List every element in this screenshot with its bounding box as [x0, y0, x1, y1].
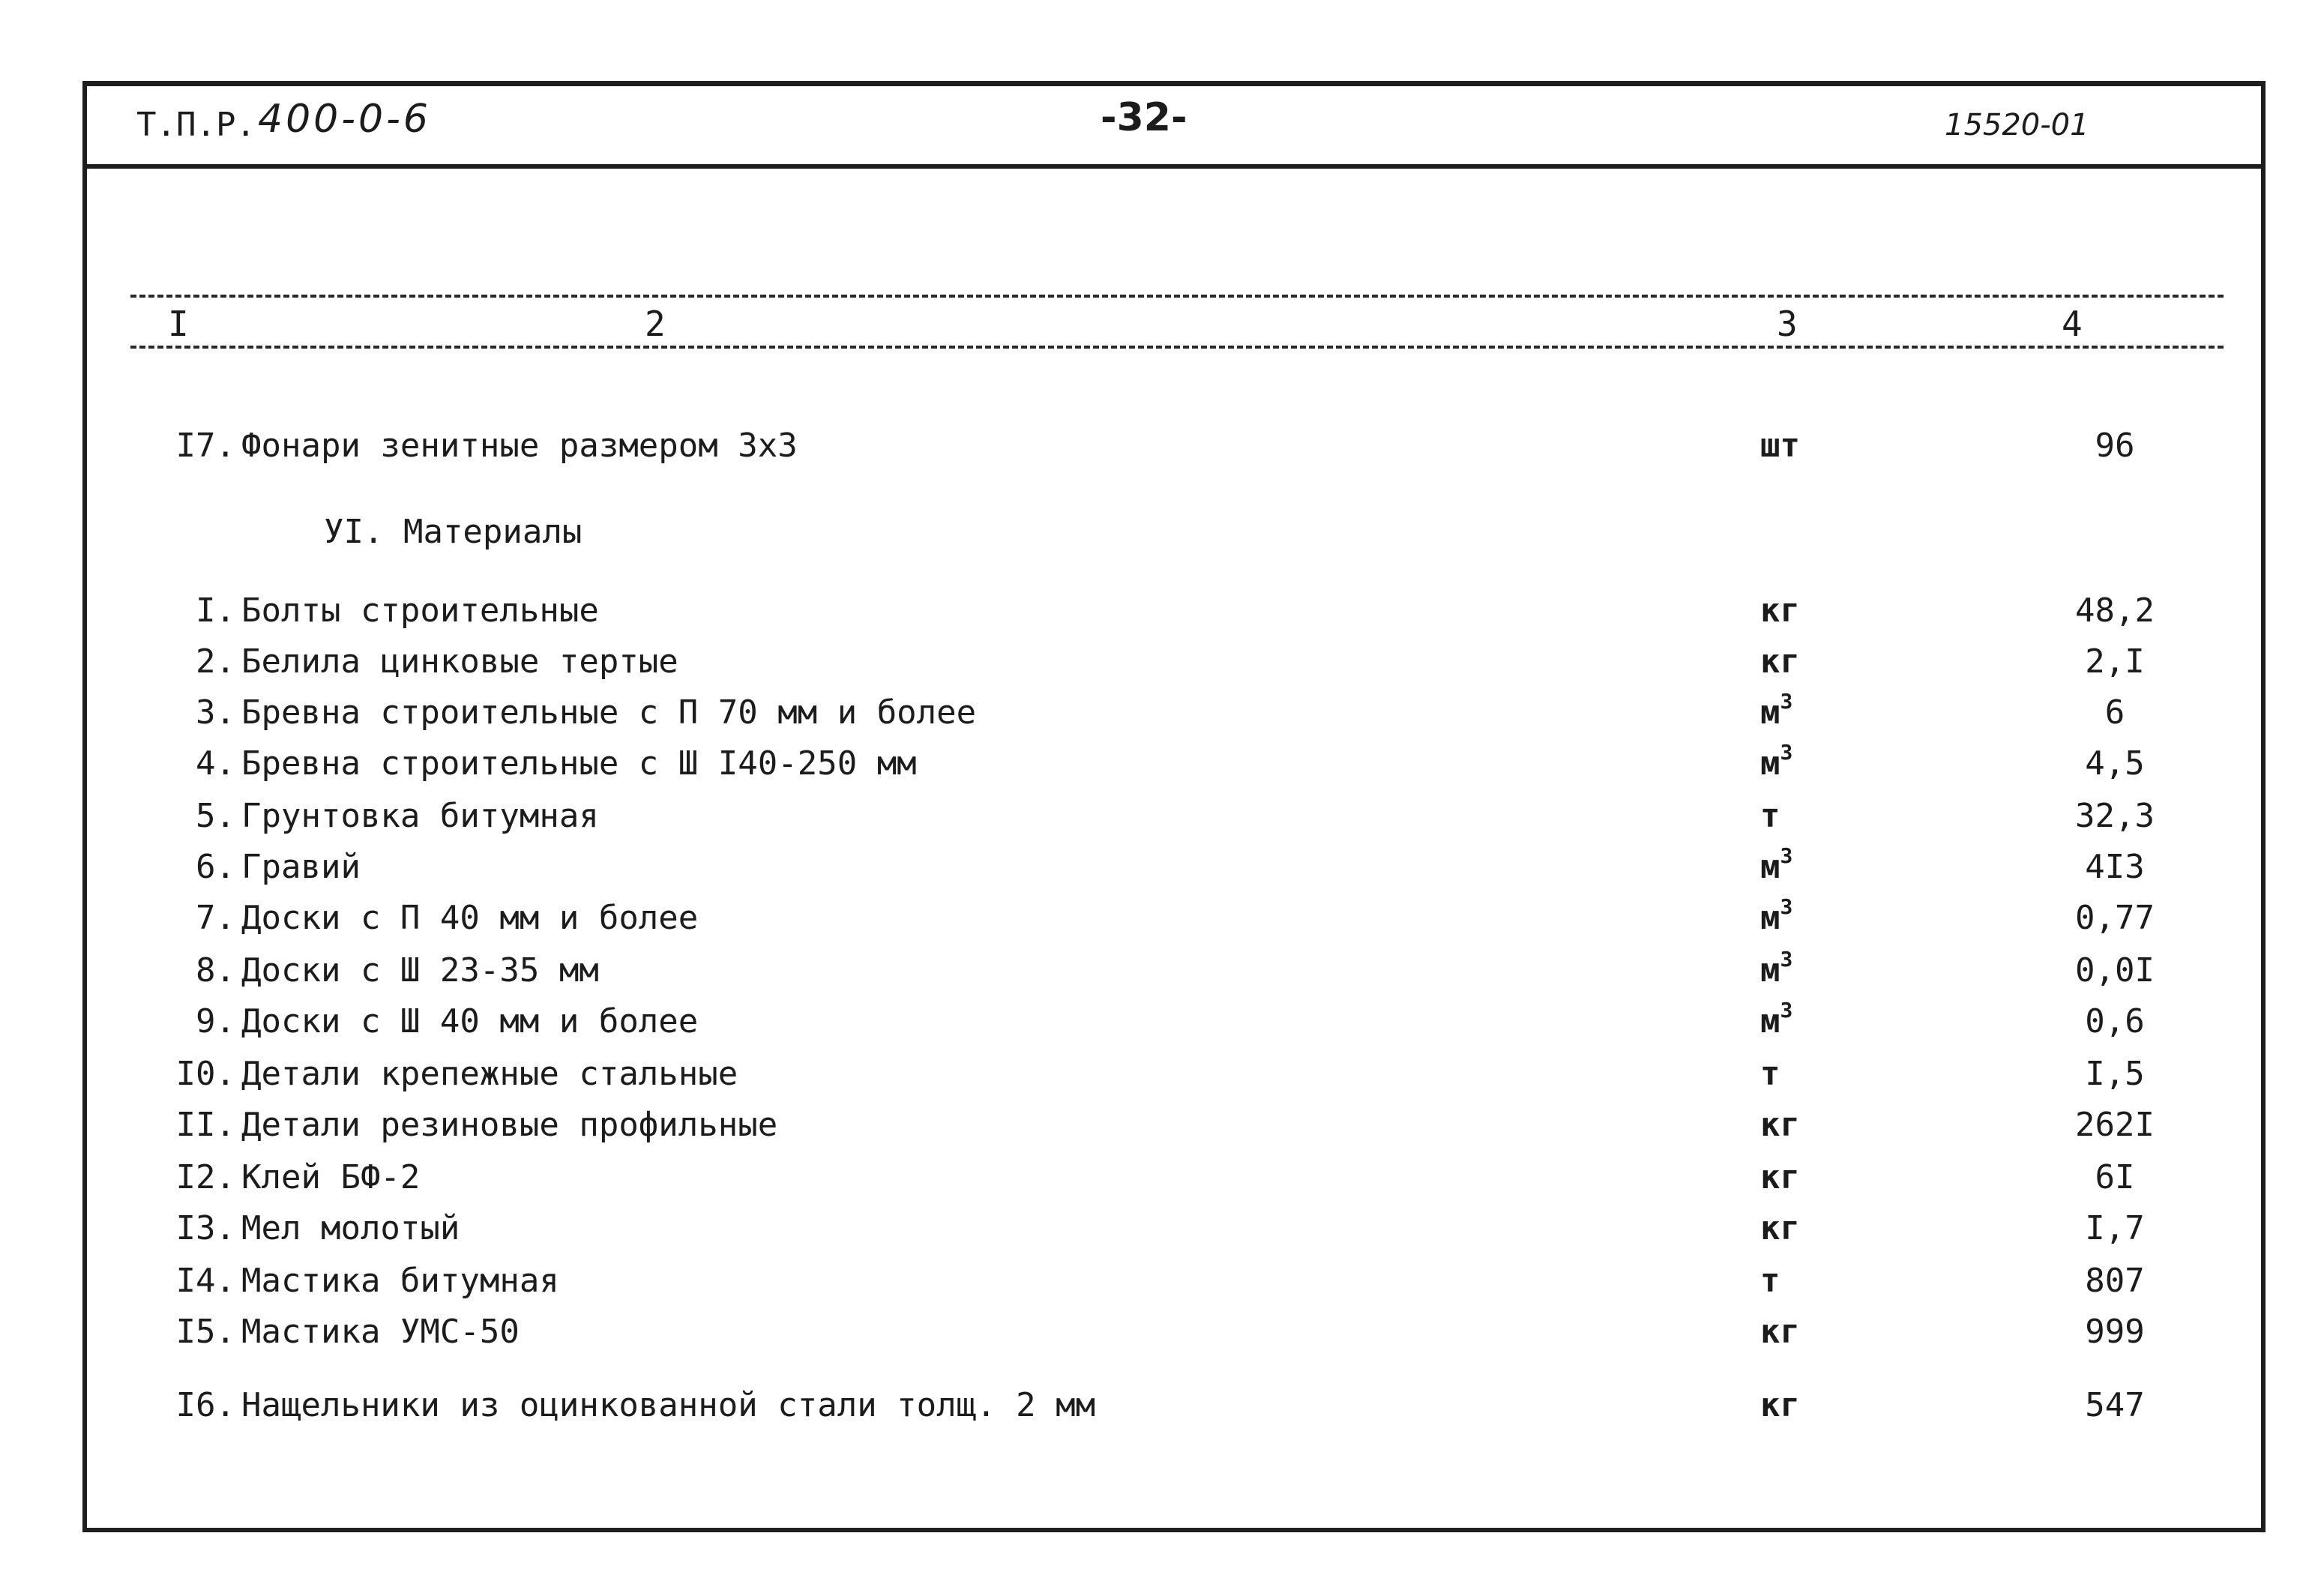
row-quantity: 999: [2085, 1313, 2145, 1351]
row-name: Гравий: [241, 848, 361, 886]
row-unit: $м^3$: [1760, 894, 1793, 937]
table-row: [87, 638, 2261, 686]
table-top-rule: [130, 295, 2224, 298]
row-quantity: 262I: [2075, 1106, 2155, 1144]
table-row: [87, 1101, 2261, 1149]
table-row: [87, 894, 2261, 942]
row-unit: кг: [1760, 1209, 1800, 1247]
row-number: I0.: [175, 1055, 235, 1093]
table-row: [87, 1257, 2261, 1305]
page-frame: [82, 81, 2266, 1532]
row-unit: кг: [1760, 1386, 1800, 1424]
row-number: I6.: [175, 1386, 235, 1424]
row-number: 7.: [196, 899, 235, 937]
unit-exponent: 3: [1780, 998, 1793, 1023]
row-unit: кг: [1760, 591, 1800, 630]
row-name: Мел молотый: [241, 1209, 460, 1247]
row-number: 5.: [196, 797, 235, 835]
table-row: [87, 587, 2261, 635]
row-quantity: 6I: [2095, 1158, 2135, 1196]
row-name: Бревна строительные с Ш I40-250 мм: [241, 744, 917, 783]
row-quantity: 2,I: [2085, 642, 2145, 681]
table-row: [87, 422, 2261, 470]
row-quantity: 32,3: [2075, 797, 2155, 835]
unit-exponent: 3: [1780, 740, 1793, 765]
column-number-3: 3: [1777, 304, 1798, 344]
row-unit: т: [1760, 1055, 1780, 1093]
row-number: 4.: [196, 744, 235, 783]
row-name: Доски с П 40 мм и более: [241, 899, 699, 937]
row-name: Детали крепежные стальные: [241, 1055, 738, 1093]
row-number: 8.: [196, 951, 235, 990]
table-row: [87, 740, 2261, 788]
table-row: [87, 1205, 2261, 1253]
row-name: Доски с Ш 40 мм и более: [241, 1002, 699, 1041]
row-quantity: 96: [2095, 427, 2135, 465]
table-header-rule: [130, 346, 2224, 349]
row-unit: кг: [1760, 1313, 1800, 1351]
unit-exponent: 3: [1780, 689, 1793, 714]
row-quantity: 0,77: [2075, 899, 2155, 937]
table-row: [87, 1382, 2261, 1430]
row-unit: т: [1760, 1262, 1780, 1300]
table-row: [87, 998, 2261, 1046]
row-number: 6.: [196, 848, 235, 886]
table-row: [87, 689, 2261, 737]
row-name: Грунтовка битумная: [241, 797, 599, 835]
section-title: УI. Материалы: [324, 513, 582, 551]
table-row: [87, 1154, 2261, 1202]
row-name: Фонари зенитные размером 3х3: [241, 427, 798, 465]
row-number: I5.: [175, 1313, 235, 1351]
row-number: I2.: [175, 1158, 235, 1196]
row-name: Нащельники из оцинкованной стали толщ. 2 мм: [241, 1386, 1096, 1424]
row-name: Клей БФ-2: [241, 1158, 421, 1196]
row-quantity: 4,5: [2085, 744, 2145, 783]
row-quantity: 48,2: [2075, 591, 2155, 630]
row-quantity: I,5: [2085, 1055, 2145, 1093]
row-quantity: 547: [2085, 1386, 2145, 1424]
row-number: 3.: [196, 693, 235, 732]
row-unit: $м^3$: [1760, 740, 1793, 783]
column-number-1: I: [168, 304, 189, 344]
row-unit: $м^3$: [1760, 689, 1793, 732]
table-row: [87, 843, 2261, 891]
row-number: I.: [196, 591, 235, 630]
row-name: Мастика УМС-50: [241, 1313, 520, 1351]
row-name: Бревна строительные с П 70 мм и более: [241, 693, 977, 732]
unit-exponent: 3: [1780, 894, 1793, 920]
page-number: -32-: [1101, 95, 1187, 140]
row-unit: т: [1760, 797, 1780, 835]
header-bar: [87, 86, 2261, 169]
row-quantity: 6: [2104, 693, 2125, 732]
row-name: Мастика битумная: [241, 1262, 559, 1300]
row-unit: кг: [1760, 1158, 1800, 1196]
unit-exponent: 3: [1780, 947, 1793, 972]
row-number: 9.: [196, 1002, 235, 1041]
table-row: [87, 1308, 2261, 1356]
table-row: [87, 947, 2261, 995]
row-unit: кг: [1760, 1106, 1800, 1144]
row-quantity: 0,6: [2085, 1002, 2145, 1041]
row-name: Болты строительные: [241, 591, 599, 630]
row-number: I7.: [175, 427, 235, 465]
column-number-4: 4: [2062, 304, 2083, 344]
row-unit: шт: [1760, 427, 1800, 465]
row-name: Белила цинковые тертые: [241, 642, 678, 681]
row-quantity: 4I3: [2085, 848, 2145, 886]
project-code-label: Т.П.Р.: [136, 106, 256, 144]
column-number-2: 2: [645, 304, 666, 344]
row-quantity: 807: [2085, 1262, 2145, 1300]
row-number: I4.: [175, 1262, 235, 1300]
row-name: Детали резиновые профильные: [241, 1106, 778, 1144]
row-unit: $м^3$: [1760, 998, 1793, 1041]
row-number: 2.: [196, 642, 235, 681]
table-row: [87, 792, 2261, 840]
row-name: Доски с Ш 23-35 мм: [241, 951, 599, 990]
row-number: I3.: [175, 1209, 235, 1247]
row-unit: кг: [1760, 642, 1800, 681]
unit-exponent: 3: [1780, 843, 1793, 869]
row-number: II.: [175, 1106, 235, 1144]
table-row: [87, 1050, 2261, 1098]
row-unit: $м^3$: [1760, 843, 1793, 886]
row-quantity: I,7: [2085, 1209, 2145, 1247]
row-unit: $м^3$: [1760, 947, 1793, 990]
document-number: 15520-01: [1945, 108, 2089, 142]
row-quantity: 0,0I: [2075, 951, 2155, 990]
project-code-number: 400-0-6: [258, 97, 431, 142]
